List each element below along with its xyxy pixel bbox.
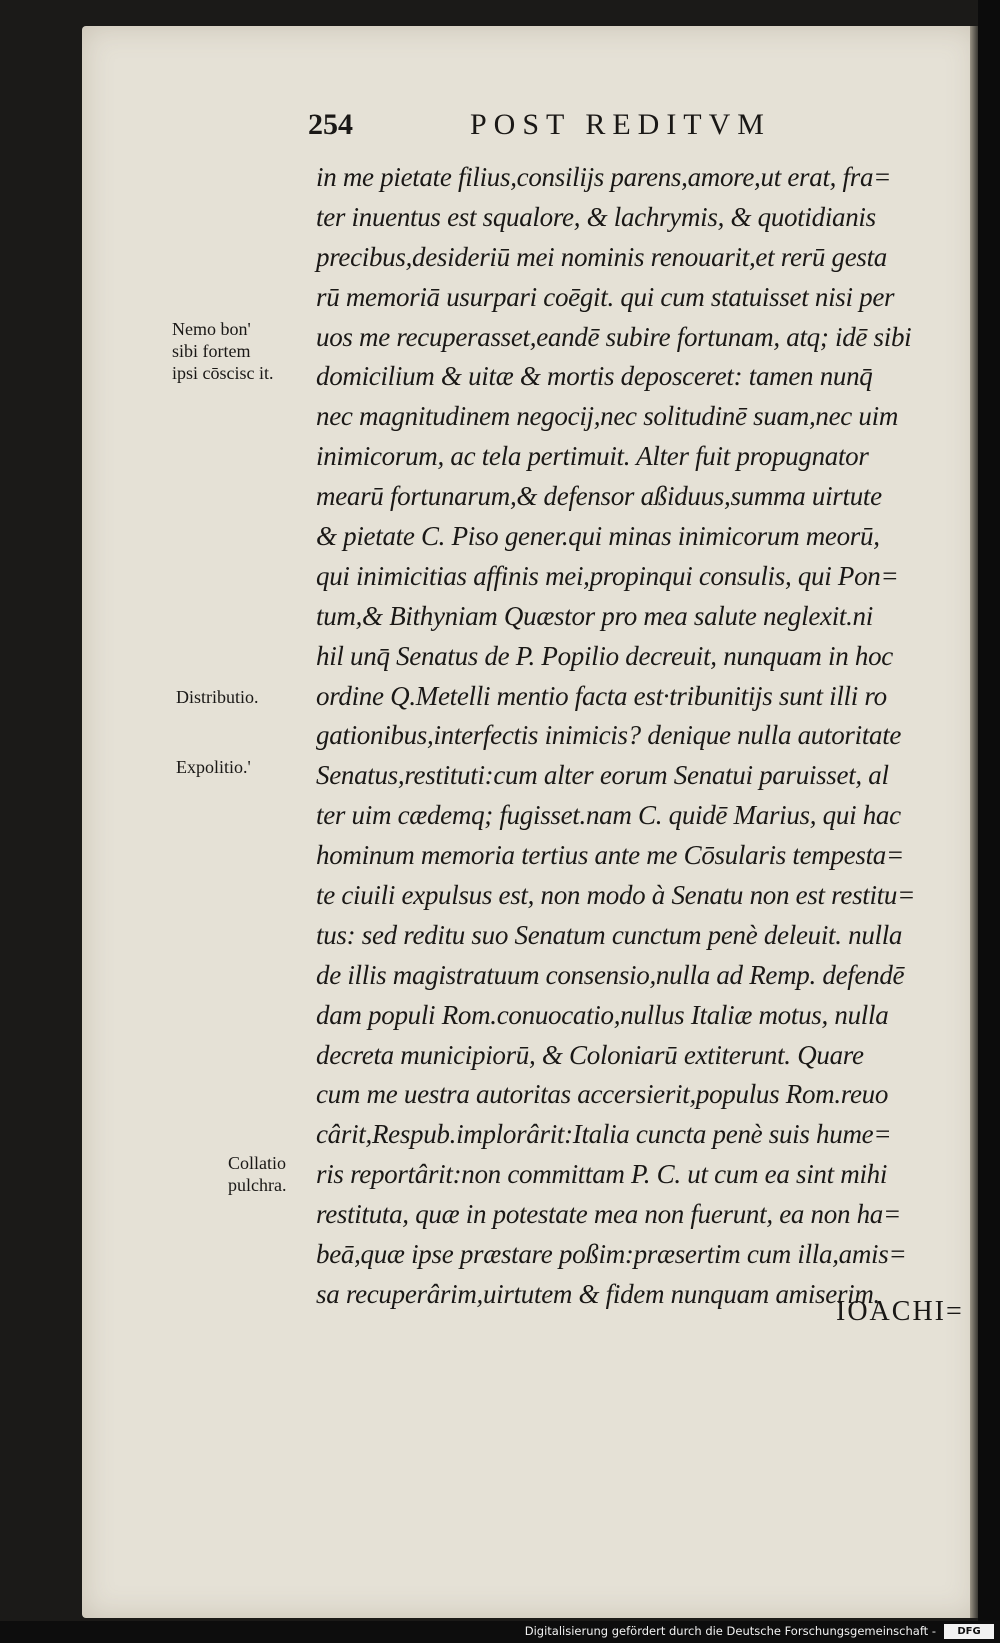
- marginal-note-line: pulchra.: [228, 1175, 287, 1195]
- footer-bar: [0, 1621, 1000, 1643]
- text-line: ris reportârit:non committam P. C. ut cum ea sint mihi: [316, 1159, 888, 1190]
- text-line: beā,quæ ipse præstare poßim:præsertim cum illa,amis=: [316, 1239, 907, 1270]
- marginal-note-expolitio: [176, 756, 251, 778]
- page-header: [0, 108, 1000, 148]
- body-text: [316, 158, 984, 1315]
- marginal-note-line: Collatio: [228, 1153, 286, 1173]
- marginal-note-line: sibi fortem: [172, 341, 251, 361]
- text-line: hil unq̄ Senatus de P. Popilio decreuit, nunquam in hoc: [316, 640, 893, 671]
- text-line: uos me recuperasset,eandē subire fortunam, atq; idē sibi: [316, 321, 912, 352]
- marginal-note-line: Distributio.: [176, 687, 259, 707]
- text-line: te ciuili expulsus est, non modo à Senatu non est restitu=: [316, 880, 915, 911]
- text-line: hominum memoria tertius ante me Cōsularis tempesta=: [316, 840, 904, 871]
- text-line: de illis magistratuum consensio,nulla ad Remp. defendē: [316, 959, 905, 990]
- marginal-note-line: ipsi cōscisc it.: [172, 363, 274, 383]
- footer-credit: Digitalisierung gefördert durch die Deutsche Forschungsgemeinschaft -: [524, 1624, 936, 1638]
- text-line: dam populi Rom.conuocatio,nullus Italiæ motus, nulla: [316, 999, 889, 1030]
- text-line: nec magnitudinem negocij,nec solitudinē suam,nec uim: [316, 401, 899, 432]
- running-title: POST REDITVM: [470, 108, 771, 141]
- text-line: rū memoriā usurpari coēgit. qui cum statuisset nisi per: [316, 281, 895, 312]
- text-line: Senatus,restituti:cum alter eorum Senatui paruisset, al: [316, 760, 889, 791]
- text-line: restituta, quæ in potestate mea non fuerunt, ea non ha=: [316, 1199, 901, 1230]
- text-line: domicilium & uitæ & mortis deposceret: tamen nunq̄: [316, 361, 873, 392]
- text-line: sa recuperârim,uirtutem & fidem nunquam amiserim.: [316, 1278, 881, 1309]
- text-line: cum me uestra autoritas accersierit,populus Rom.reuo: [316, 1079, 889, 1110]
- marginal-note-line: Expolitio.': [176, 757, 251, 777]
- text-line: ter uim cædemq; fugisset.nam C. quidē Marius, qui hac: [316, 800, 901, 831]
- marginal-note-distributio: [176, 686, 259, 708]
- text-line: tus: sed reditu suo Senatum cunctum penè deleuit. nulla: [316, 919, 903, 950]
- text-line: inimicorum, ac tela pertimuit. Alter fuit propugnator: [316, 441, 869, 472]
- text-line: in me pietate filius,consilijs parens,amore,ut erat, fra=: [316, 162, 892, 192]
- page-number: 254: [308, 108, 353, 141]
- text-line: cârit,Respub.implorârit:Italia cuncta penè suis hume=: [316, 1119, 892, 1150]
- text-line: decreta municipiorū, & Coloniarū extiterunt. Quare: [316, 1039, 864, 1070]
- text-line: gationibus,interfectis inimicis? denique nulla autoritate: [316, 720, 902, 751]
- marginal-note-nemo: [172, 318, 274, 384]
- text-line: precibus,desideriū mei nominis renouarit,et rerū gesta: [316, 241, 887, 272]
- text-line: tum,& Bithyniam Quæstor pro mea salute neglexit.ni: [316, 600, 873, 631]
- text-line: ordine Q.Metelli mentio facta est·tribunitijs sunt illi ro: [316, 680, 887, 711]
- marginal-note-line: Nemo bon': [172, 319, 251, 339]
- text-line: qui inimicitias affinis mei,propinqui consulis, qui Pon=: [316, 560, 899, 591]
- marginal-note-collatio: [228, 1152, 286, 1196]
- text-line: mearū fortunarum,& defensor aßiduus,summa uirtute: [316, 481, 882, 512]
- dfg-logo: DFG: [944, 1624, 994, 1639]
- text-line: & pietate C. Piso gener.qui minas inimicorum meorū,: [316, 521, 880, 552]
- catchword: IOACHI=: [836, 1296, 964, 1327]
- text-line: ter inuentus est squalore, & lachrymis, & quotidianis: [316, 201, 876, 232]
